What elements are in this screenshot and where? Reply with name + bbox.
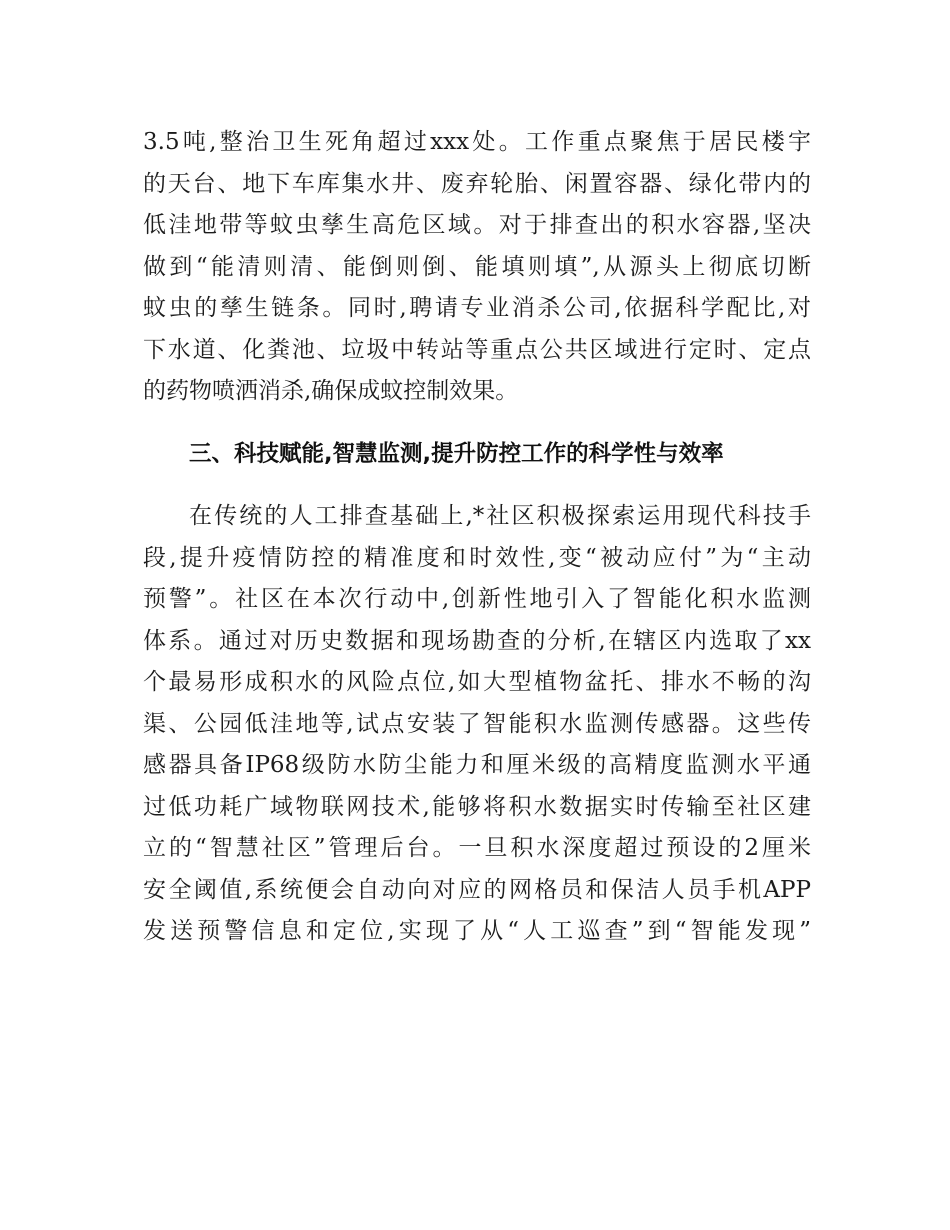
text-line: 体系。通过对历史数据和现场勘查的分析,在辖区内选取了xx bbox=[143, 627, 811, 654]
text-line: 3.5吨,整治卫生死角超过xxx处。工作重点聚焦于居民楼宇 bbox=[143, 129, 811, 155]
text-line: 感器具备IP68级防水防尘能力和厘米级的高精度监测水平通 bbox=[143, 752, 811, 778]
text-line: 蚊虫的孳生链条。同时,聘请专业消杀公司,依据科学配比,对 bbox=[143, 295, 811, 321]
text-line: 安全阈值,系统便会自动向对应的网格员和保洁人员手机APP bbox=[143, 876, 811, 903]
text-line: 低洼地带等蚊虫孳生高危区域。对于排查出的积水容器,坚决 bbox=[143, 212, 811, 238]
text-line: 过低功耗广域物联网技术,能够将积水数据实时传输至社区建 bbox=[143, 793, 811, 820]
text-line: 预警”。社区在本次行动中,创新性地引入了智能化积水监测 bbox=[143, 586, 811, 612]
paragraph-smart-monitoring bbox=[143, 496, 811, 953]
text-line: 个最易形成积水的风险点位,如大型植物盆托、排水不畅的沟 bbox=[143, 669, 811, 695]
text-line: 在传统的人工排查基础上,*社区积极探索运用现代科技手 bbox=[189, 503, 811, 529]
text-line: 段,提升疫情防控的精准度和时效性,变“被动应付”为“主动 bbox=[143, 544, 811, 571]
text-line: 的药物喷洒消杀,确保成蚊控制效果。 bbox=[143, 378, 519, 404]
document-body bbox=[143, 122, 811, 953]
text-line: 做到“能清则清、能倒则倒、能填则填”,从源头上彻底切断 bbox=[143, 253, 811, 280]
text-line: 下水道、化粪池、垃圾中转站等重点公共区域进行定时、定点 bbox=[143, 336, 811, 363]
text-line: 立的“智慧社区”管理后台。一旦积水深度超过预设的2厘米 bbox=[143, 835, 811, 861]
text-line: 渠、公园低洼地等,试点安装了智能积水监测传感器。这些传 bbox=[143, 710, 811, 737]
section-heading: 三、科技赋能,智慧监测,提升防控工作的科学性与效率 bbox=[189, 440, 724, 467]
paragraph-mosquito-control bbox=[143, 122, 811, 413]
text-line: 的天台、地下车库集水井、废弃轮胎、闲置容器、绿化带内的 bbox=[143, 170, 811, 197]
text-line: 发送预警信息和定位,实现了从“人工巡查”到“智能发现” bbox=[143, 918, 811, 944]
